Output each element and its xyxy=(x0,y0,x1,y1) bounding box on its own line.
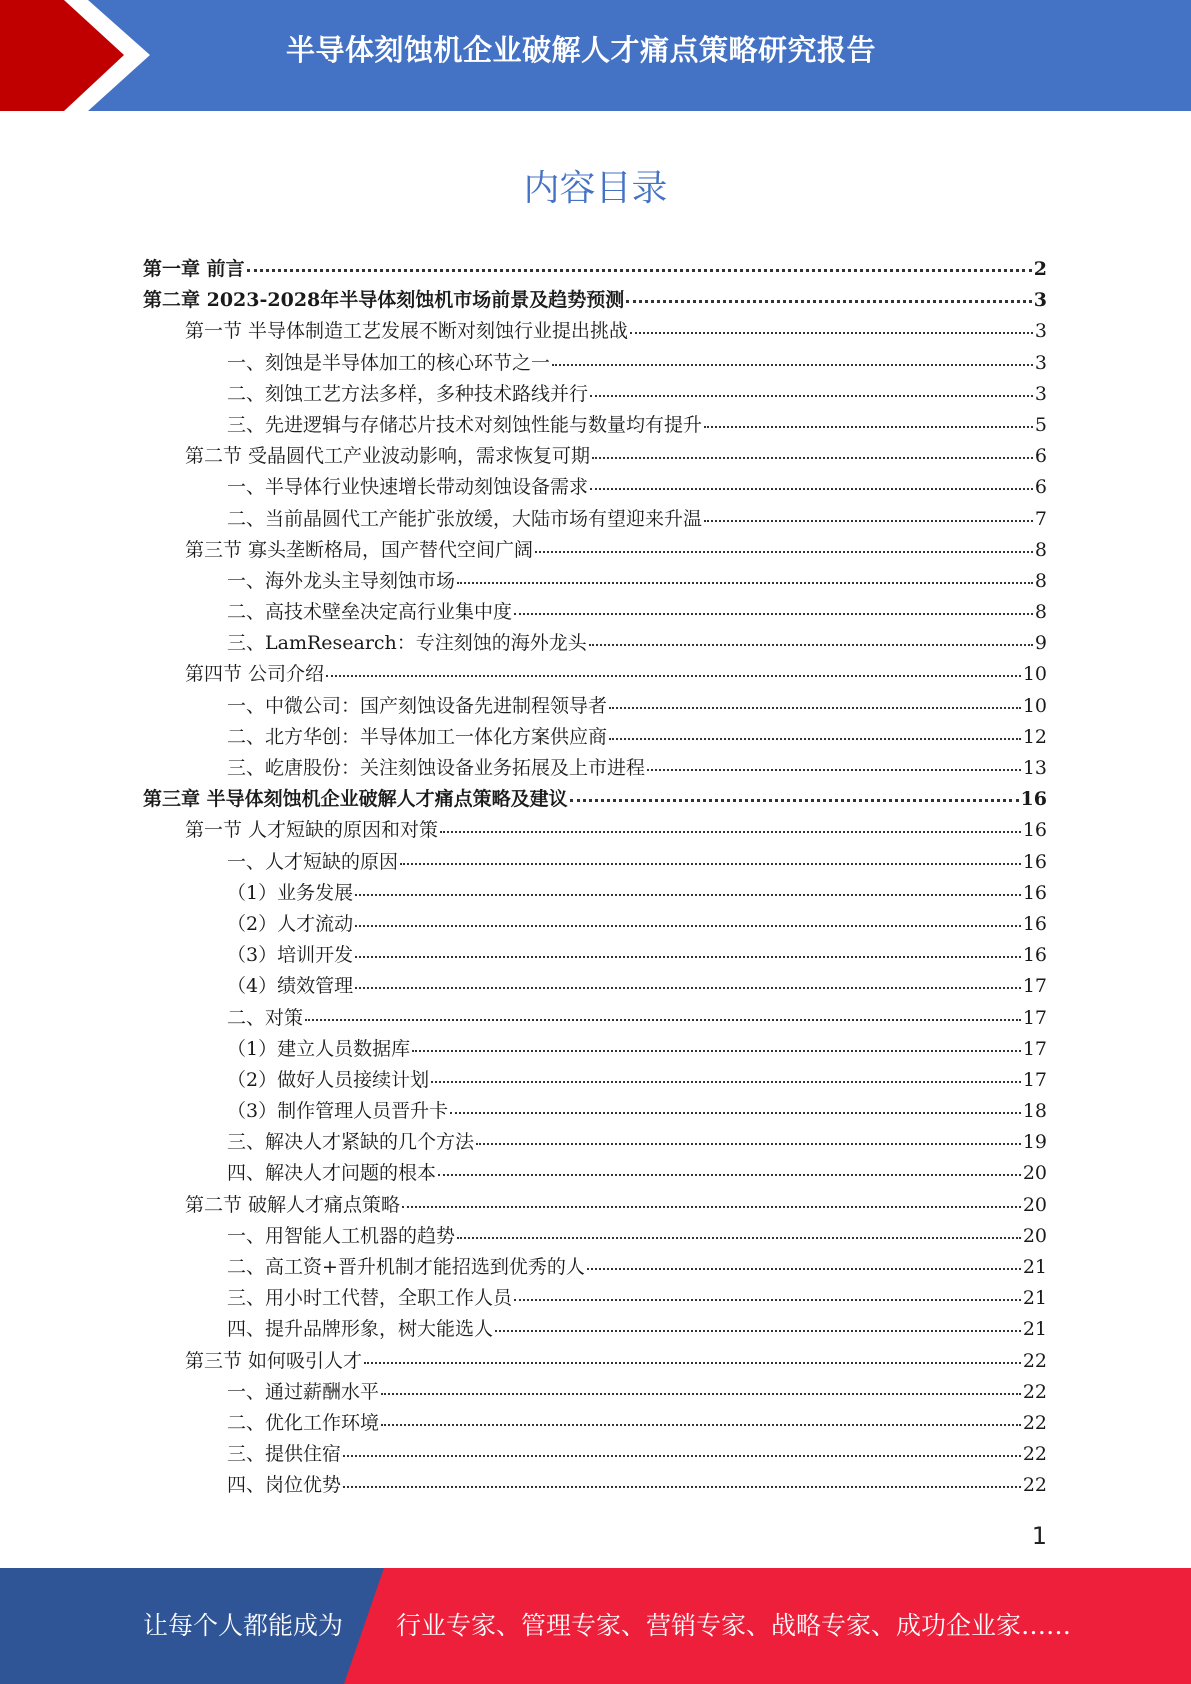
toc-entry-label: 第二节 破解人才痛点策略 xyxy=(185,1193,401,1216)
toc-entry[interactable] xyxy=(143,1127,1047,1158)
toc-leader-dots xyxy=(438,1157,1021,1176)
toc-leader-dots xyxy=(590,378,1033,397)
toc-entry-label: 第四节 公司介绍 xyxy=(185,663,325,686)
toc-entry-label: 第三节 如何吸引人才 xyxy=(185,1349,363,1372)
page-number: 1 xyxy=(1031,1522,1047,1550)
toc-entry[interactable] xyxy=(143,878,1047,909)
toc-entry-label: 二、北方华创：半导体加工一体化方案供应商 xyxy=(227,725,608,748)
toc-entry-label: 一、中微公司：国产刻蚀设备先进制程领导者 xyxy=(227,694,608,717)
toc-leader-dots xyxy=(381,1376,1021,1395)
toc-entry[interactable] xyxy=(143,254,1047,285)
toc-entry[interactable] xyxy=(143,597,1047,628)
toc-leader-dots xyxy=(431,1064,1021,1083)
toc-leader-dots xyxy=(495,1313,1021,1332)
toc-entry[interactable] xyxy=(143,722,1047,753)
toc-entry-page: 10 xyxy=(1022,694,1047,717)
toc-entry-label: 第三节 寡头垄断格局，国产替代空间广阔 xyxy=(185,538,534,561)
toc-entry[interactable] xyxy=(143,1439,1047,1470)
toc-entry-label: （4）绩效管理 xyxy=(227,975,354,998)
toc-entry-page: 19 xyxy=(1022,1131,1047,1154)
toc-entry[interactable] xyxy=(143,410,1047,441)
toc-entry-label: （3）培训开发 xyxy=(227,944,354,967)
toc-leader-dots xyxy=(305,1002,1021,1021)
toc-leader-dots xyxy=(355,970,1021,989)
toc-entry[interactable] xyxy=(143,1221,1047,1252)
toc-entry[interactable] xyxy=(143,379,1047,410)
toc-entry[interactable] xyxy=(143,815,1047,846)
report-title: 半导体刻蚀机企业破解人才痛点策略研究报告 xyxy=(286,33,877,67)
toc-leader-dots xyxy=(364,1345,1021,1364)
toc-leader-dots xyxy=(355,877,1021,896)
toc-entry-label: 一、海外龙头主导刻蚀市场 xyxy=(227,569,456,592)
toc-entry-label: 三、先进逻辑与存储芯片技术对刻蚀性能与数量均有提升 xyxy=(227,413,703,436)
toc-entry[interactable] xyxy=(143,691,1047,722)
toc-entry-page: 20 xyxy=(1022,1162,1047,1185)
toc-leader-dots xyxy=(476,1126,1021,1145)
toc-entry[interactable] xyxy=(143,441,1047,472)
toc-entry-page: 7 xyxy=(1034,507,1047,530)
toc-entry-label: 一、半导体行业快速增长带动刻蚀设备需求 xyxy=(227,476,589,499)
toc-entry-page: 17 xyxy=(1022,1037,1047,1060)
toc-entry-label: 第二节 受晶圆代工产业波动影响，需求恢复可期 xyxy=(185,445,591,468)
toc-leader-dots xyxy=(647,752,1021,771)
toc-entry-page: 3 xyxy=(1034,320,1047,343)
toc-entry[interactable] xyxy=(143,1470,1047,1501)
toc-entry[interactable] xyxy=(143,348,1047,379)
toc-entry[interactable] xyxy=(143,659,1047,690)
header-banner xyxy=(0,0,1191,111)
toc-entry-page: 18 xyxy=(1022,1100,1047,1123)
toc-entry[interactable] xyxy=(143,847,1047,878)
toc-entry-label: 第一章 前言 xyxy=(143,258,245,280)
toc-entry-page: 12 xyxy=(1022,725,1047,748)
toc-entry-label: （2）做好人员接续计划 xyxy=(227,1068,430,1091)
toc-leader-dots xyxy=(457,1220,1021,1239)
toc-entry-page: 21 xyxy=(1022,1318,1047,1341)
toc-leader-dots xyxy=(440,814,1021,833)
toc-entry[interactable] xyxy=(143,909,1047,940)
toc-entry-label: 四、解决人才问题的根本 xyxy=(227,1162,437,1185)
toc-entry[interactable] xyxy=(143,472,1047,503)
toc-entry-page: 3 xyxy=(1033,289,1047,312)
toc-entry-page: 8 xyxy=(1034,538,1047,561)
toc-entry-page: 8 xyxy=(1034,601,1047,624)
toc-leader-dots xyxy=(450,1095,1021,1114)
toc-entry-page: 17 xyxy=(1022,975,1047,998)
toc-entry[interactable] xyxy=(143,940,1047,971)
toc-entry[interactable] xyxy=(143,971,1047,1002)
toc-entry[interactable] xyxy=(143,1003,1047,1034)
toc-leader-dots xyxy=(412,1033,1021,1052)
toc-entry[interactable] xyxy=(143,1158,1047,1189)
footer-banner xyxy=(0,1568,1191,1684)
toc-entry[interactable] xyxy=(143,1065,1047,1096)
toc-entry[interactable] xyxy=(143,1283,1047,1314)
toc-entry-page: 16 xyxy=(1020,788,1047,811)
toc-title: 内容目录 xyxy=(523,168,668,209)
toc-entry[interactable] xyxy=(143,566,1047,597)
toc-leader-dots xyxy=(400,846,1021,865)
toc-entry-page: 22 xyxy=(1022,1411,1047,1434)
toc-entry-label: 四、提升品牌形象，树大能选人 xyxy=(227,1318,494,1341)
toc-entry-page: 16 xyxy=(1022,819,1047,842)
toc-entry-page: 16 xyxy=(1022,850,1047,873)
toc-entry-page: 8 xyxy=(1034,569,1047,592)
toc-entry[interactable] xyxy=(143,1377,1047,1408)
toc-entry[interactable] xyxy=(143,1346,1047,1377)
toc-entry-page: 20 xyxy=(1022,1224,1047,1247)
toc-entry-page: 6 xyxy=(1034,476,1047,499)
toc-leader-dots xyxy=(343,1469,1021,1488)
toc-leader-dots xyxy=(630,315,1033,334)
toc-leader-dots xyxy=(609,721,1021,740)
toc-leader-dots xyxy=(343,1438,1021,1457)
toc-entry-label: 第一节 半导体制造工艺发展不断对刻蚀行业提出挑战 xyxy=(185,320,629,343)
toc-entry-label: 第一节 人才短缺的原因和对策 xyxy=(185,819,439,842)
toc-entry-page: 3 xyxy=(1034,382,1047,405)
toc-leader-dots xyxy=(355,939,1021,958)
toc-entry-page: 20 xyxy=(1022,1193,1047,1216)
toc-entry[interactable] xyxy=(143,784,1047,815)
toc-entry-label: 三、LamResearch：专注刻蚀的海外龙头 xyxy=(227,632,587,655)
toc-entry[interactable] xyxy=(143,285,1047,316)
toc-entry-label: 一、通过薪酬水平 xyxy=(227,1380,380,1403)
toc-entry[interactable] xyxy=(143,1252,1047,1283)
toc-entry-page: 2 xyxy=(1033,258,1047,280)
toc-entry-page: 16 xyxy=(1022,881,1047,904)
toc-leader-dots xyxy=(381,1407,1021,1426)
toc-entry-page: 21 xyxy=(1022,1256,1047,1278)
toc-entry-page: 21 xyxy=(1022,1287,1047,1310)
toc-entry-label: （1）建立人员数据库 xyxy=(227,1037,411,1060)
toc-entry-label: 二、刻蚀工艺方法多样，多种技术路线并行 xyxy=(227,382,589,405)
toc-leader-dots xyxy=(704,503,1033,522)
toc-entry-page: 22 xyxy=(1022,1474,1047,1497)
toc-entry[interactable] xyxy=(143,1190,1047,1221)
toc-entry-label: 四、岗位优势 xyxy=(227,1474,342,1497)
toc-leader-dots xyxy=(355,908,1021,927)
toc-entry[interactable] xyxy=(143,628,1047,659)
footer-slogan: 让每个人都能成为 xyxy=(143,1611,344,1640)
toc-entry-page: 3 xyxy=(1034,351,1047,374)
toc-entry-label: 第三章 半导体刻蚀机企业破解人才痛点策略及建议 xyxy=(143,788,568,811)
toc-entry-page: 9 xyxy=(1034,632,1047,655)
toc-entry-page: 10 xyxy=(1022,663,1047,686)
toc-entry-label: （2）人才流动 xyxy=(227,912,354,935)
toc-entry-label: 二、当前晶圆代工产能扩张放缓，大陆市场有望迎来升温 xyxy=(227,507,703,530)
toc-entry-page: 17 xyxy=(1022,1006,1047,1029)
toc-entry-label: （3）制作管理人员晋升卡 xyxy=(227,1100,449,1123)
toc-entry-page: 6 xyxy=(1034,445,1047,468)
toc-entry-label: 一、用智能人工机器的趋势 xyxy=(227,1224,456,1247)
toc-leader-dots xyxy=(570,783,1019,802)
toc-leader-dots xyxy=(402,1189,1021,1208)
toc-entry-label: 三、解决人才紧缺的几个方法 xyxy=(227,1131,475,1154)
toc-entry[interactable] xyxy=(143,1314,1047,1345)
toc-entry-label: 一、人才短缺的原因 xyxy=(227,850,399,873)
table-of-contents xyxy=(143,254,1047,1502)
toc-entry[interactable] xyxy=(143,1096,1047,1127)
toc-leader-dots xyxy=(590,471,1033,490)
toc-leader-dots xyxy=(514,1282,1021,1301)
toc-entry-label: 二、优化工作环境 xyxy=(227,1411,380,1434)
toc-entry-page: 22 xyxy=(1022,1380,1047,1403)
footer-roles: 行业专家、管理专家、营销专家、战略专家、成功企业家…… xyxy=(396,1611,1072,1640)
toc-leader-dots xyxy=(592,440,1033,459)
toc-entry-page: 22 xyxy=(1022,1443,1047,1466)
toc-entry-label: 三、屹唐股份：关注刻蚀设备业务拓展及上市进程 xyxy=(227,757,646,779)
toc-leader-dots xyxy=(552,347,1033,366)
toc-entry-label: 三、提供住宿 xyxy=(227,1443,342,1466)
toc-leader-dots xyxy=(626,284,1032,303)
toc-leader-dots xyxy=(589,627,1033,646)
toc-entry-label: 二、高技术壁垒决定高行业集中度 xyxy=(227,601,513,624)
toc-entry-page: 13 xyxy=(1022,757,1047,779)
toc-leader-dots xyxy=(535,534,1033,553)
toc-leader-dots xyxy=(514,596,1033,615)
toc-entry-page: 22 xyxy=(1022,1349,1047,1372)
toc-entry[interactable] xyxy=(143,504,1047,535)
toc-entry[interactable] xyxy=(143,1034,1047,1065)
toc-entry[interactable] xyxy=(143,316,1047,347)
toc-entry-label: 第二章 2023-2028年半导体刻蚀机市场前景及趋势预测 xyxy=(143,289,625,312)
toc-entry-label: 二、高工资+晋升机制才能招选到优秀的人 xyxy=(227,1256,585,1278)
toc-entry-label: 一、刻蚀是半导体加工的核心环节之一 xyxy=(227,351,551,374)
toc-leader-dots xyxy=(326,658,1021,677)
toc-entry-label: 三、用小时工代替，全职工作人员 xyxy=(227,1287,513,1310)
toc-leader-dots xyxy=(247,253,1032,272)
toc-leader-dots xyxy=(457,565,1033,584)
toc-entry-page: 17 xyxy=(1022,1068,1047,1091)
toc-entry[interactable] xyxy=(143,1408,1047,1439)
toc-entry-page: 5 xyxy=(1034,413,1047,436)
toc-leader-dots xyxy=(587,1251,1021,1270)
toc-entry[interactable] xyxy=(143,753,1047,784)
toc-entry-label: 二、对策 xyxy=(227,1006,304,1029)
toc-entry[interactable] xyxy=(143,535,1047,566)
toc-leader-dots xyxy=(704,409,1033,428)
toc-entry-label: （1）业务发展 xyxy=(227,881,354,904)
toc-entry-page: 16 xyxy=(1022,944,1047,967)
toc-leader-dots xyxy=(609,690,1021,709)
toc-entry-page: 16 xyxy=(1022,912,1047,935)
